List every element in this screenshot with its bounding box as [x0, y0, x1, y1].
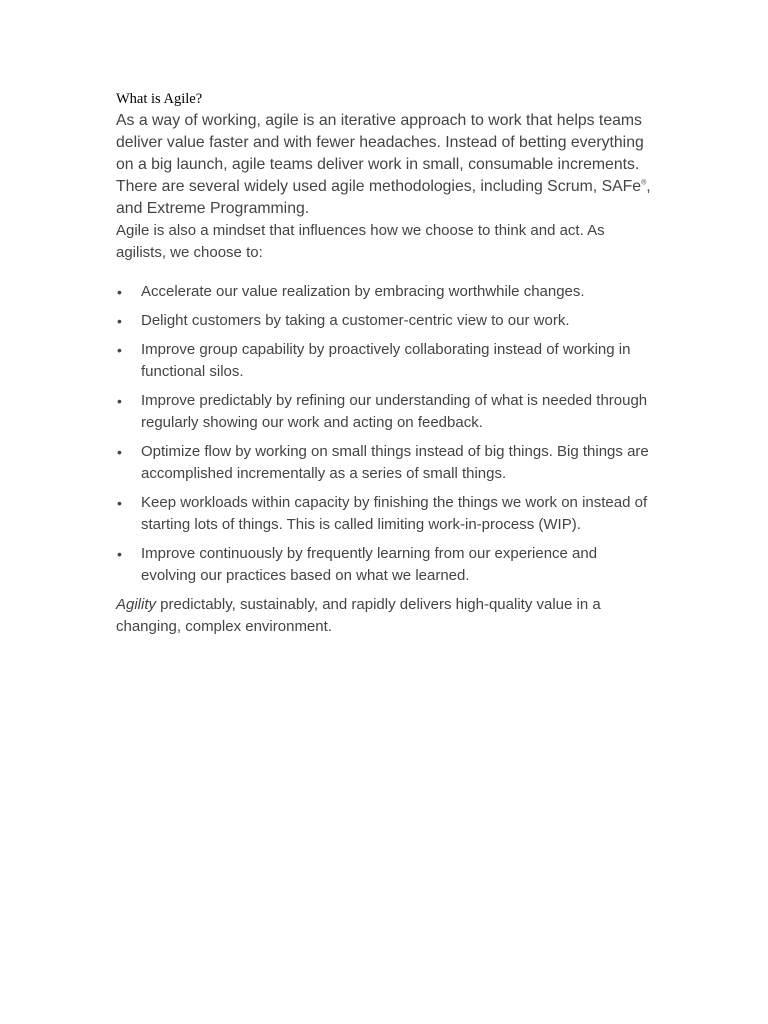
registered-mark: ® — [641, 179, 647, 187]
list-item-text: Improve predictably by refining our understanding of what is needed through regularly showing our work and acting on feedback. — [141, 392, 648, 431]
list-item-text: Accelerate our value realization by embracing worthwhile changes. — [141, 283, 585, 300]
closing-paragraph — [116, 594, 656, 638]
list-item — [116, 390, 656, 434]
list-item-text: Keep workloads within capacity by finishing the things we work on instead of starting lots of things. This is called limiting work-in-process (WIP). — [141, 494, 648, 533]
document-page — [116, 90, 656, 638]
list-item-text: Improve group capability by proactively collaborating instead of working in functional silos. — [141, 341, 631, 380]
values-list — [116, 281, 656, 587]
mindset-paragraph: Agile is also a mindset that influences how we choose to think and act. As agilists, we choose to: — [116, 222, 605, 261]
bullet-icon: • — [117, 393, 122, 409]
list-item — [116, 441, 656, 485]
list-item-text: Improve continuously by frequently learning from our experience and evolving our practices based on what we learned. — [141, 545, 598, 584]
bullet-icon: • — [117, 313, 122, 329]
bullet-icon: • — [117, 342, 122, 358]
bullet-icon: • — [117, 284, 122, 300]
intro-tail: , and Extreme Programming. — [116, 178, 651, 217]
intro-text: As a way of working, agile is an iterative approach to work that helps teams deliver value faster and with fewer headaches. Instead of betting everything on a big launch, agile teams deliver work in small, consumable increments. There are several widely used agile methodologies, including Scrum, SAFe — [116, 112, 644, 195]
bullet-icon: • — [117, 444, 122, 460]
list-item — [116, 492, 656, 536]
list-item — [116, 281, 656, 303]
list-item-text: Delight customers by taking a customer-centric view to our work. — [141, 312, 570, 329]
bullet-icon: • — [117, 546, 122, 562]
list-item — [116, 339, 656, 383]
list-item — [116, 543, 656, 587]
list-item — [116, 310, 656, 332]
closing-italic-term: Agility — [116, 596, 157, 613]
page-heading: What is Agile? — [116, 91, 203, 107]
closing-text: predictably, sustainably, and rapidly delivers high-quality value in a changing, complex environment. — [116, 596, 601, 635]
bullet-icon: • — [117, 495, 122, 511]
intro-paragraph — [116, 110, 656, 220]
list-item-text: Optimize flow by working on small things instead of big things. Big things are accomplished incrementally as a series of small things. — [141, 443, 649, 482]
